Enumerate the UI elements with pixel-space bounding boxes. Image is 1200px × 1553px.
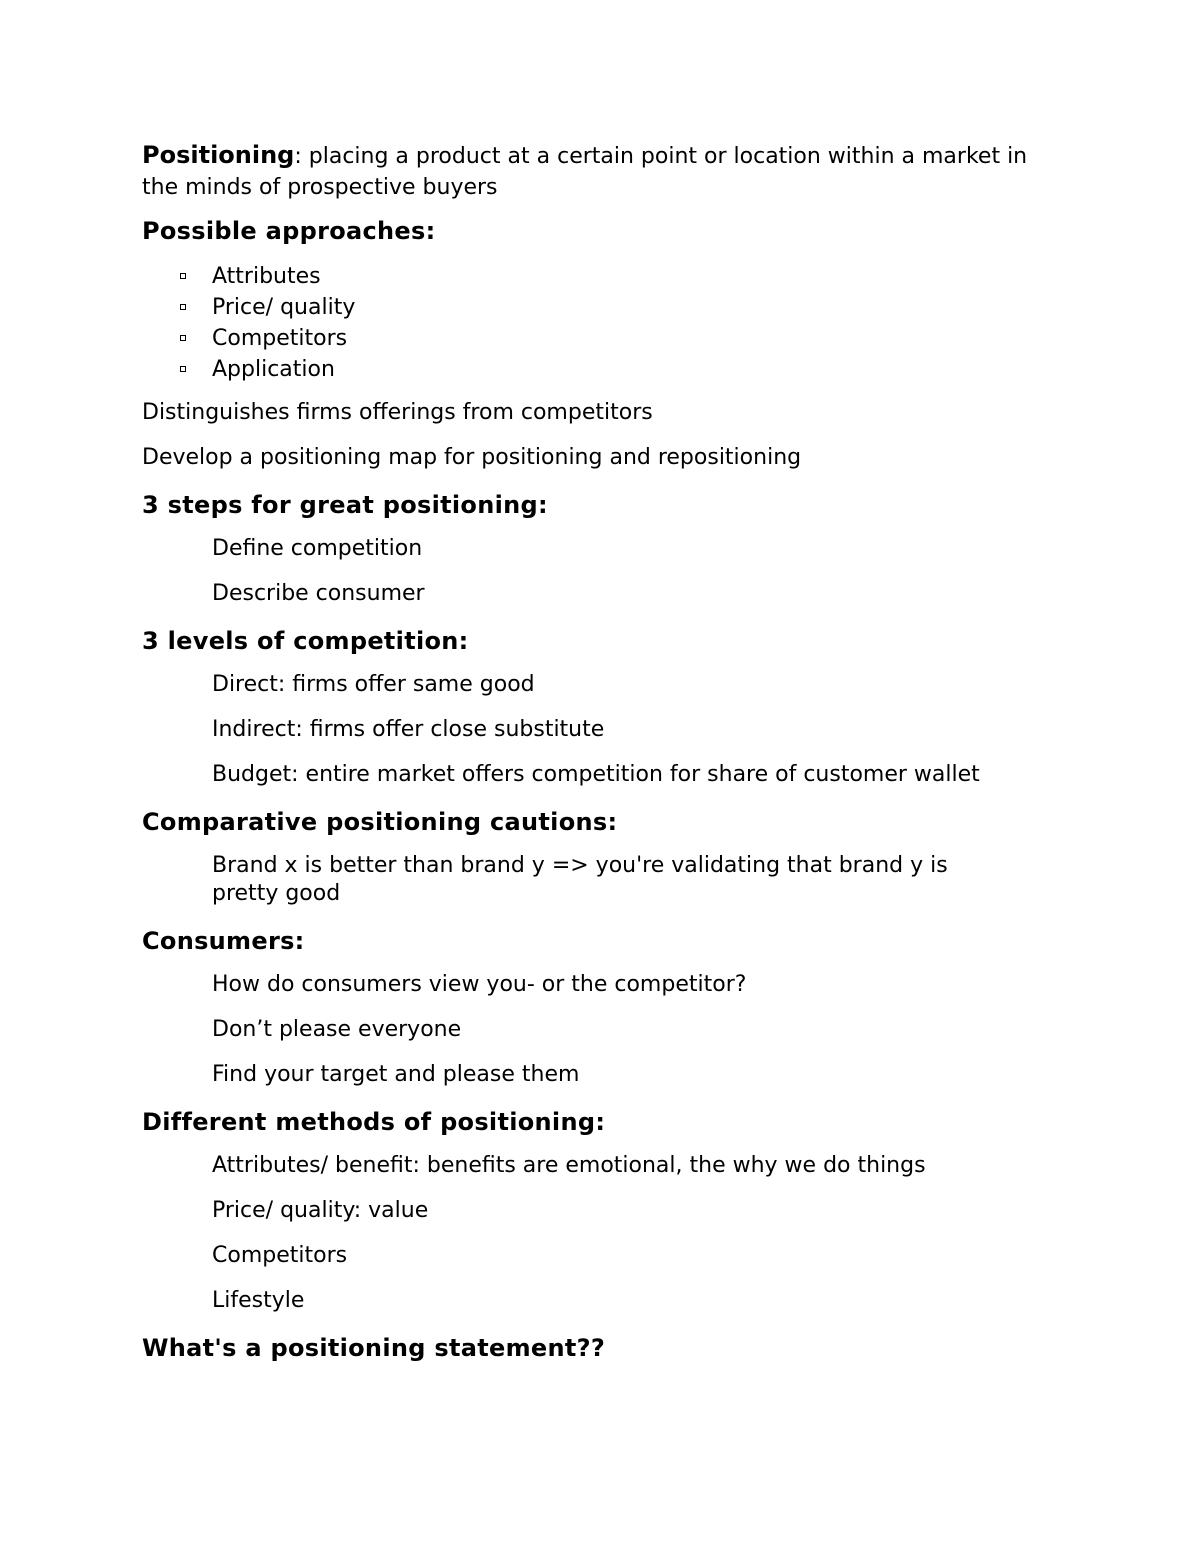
positioning-definition	[142, 140, 1042, 203]
heading-three-steps: 3 steps for great positioning:	[142, 491, 548, 519]
list-item-text: Application	[212, 357, 335, 382]
indented-item: Indirect: firms offer close substitute	[212, 717, 605, 742]
indented-item: Attributes/ benefit: benefits are emotional, the why we do things	[212, 1153, 926, 1178]
approaches-list	[142, 261, 1042, 385]
indented-item: Budget: entire market offers competition for share of customer wallet	[212, 762, 980, 787]
list-item	[142, 354, 1042, 385]
list-item	[142, 261, 1042, 292]
indented-item: Lifestyle	[212, 1288, 305, 1313]
document-page	[142, 140, 1042, 1378]
heading-positioning-statement: What's a positioning statement??	[142, 1334, 606, 1362]
square-bullet-icon	[180, 304, 186, 310]
indented-item: How do consumers view you- or the competitor?	[212, 972, 747, 997]
heading-positioning-methods: Different methods of positioning:	[142, 1108, 606, 1136]
square-bullet-icon	[180, 335, 186, 341]
list-item-text: Attributes	[212, 264, 321, 289]
indented-item: Price/ quality: value	[212, 1198, 429, 1223]
heading-comparative-cautions: Comparative positioning cautions:	[142, 808, 618, 836]
list-item-text: Price/ quality	[212, 295, 356, 320]
indented-item: Define competition	[212, 536, 423, 561]
square-bullet-icon	[180, 366, 186, 372]
heading-consumers: Consumers:	[142, 927, 305, 955]
indented-item: Competitors	[212, 1243, 348, 1268]
indented-item: Find your target and please them	[212, 1062, 580, 1087]
paragraph: Distinguishes firms offerings from competitors	[142, 400, 653, 425]
indented-item: Describe consumer	[212, 581, 425, 606]
indented-item: Don’t please everyone	[212, 1017, 462, 1042]
positioning-term: Positioning	[142, 141, 295, 169]
heading-possible-approaches: Possible approaches:	[142, 217, 436, 245]
paragraph: Develop a positioning map for positioning and repositioning	[142, 445, 802, 470]
positioning-definition-text: : placing a product at a certain point or location within a market in the minds of prospective buyers	[142, 144, 1028, 200]
indented-item: Brand x is better than brand y => you're validating that brand y is pretty good	[212, 853, 948, 906]
list-item	[142, 323, 1042, 354]
list-item-text: Competitors	[212, 326, 348, 351]
list-item	[142, 292, 1042, 323]
square-bullet-icon	[180, 273, 186, 279]
indented-item: Direct: firms offer same good	[212, 672, 535, 697]
heading-competition-levels: 3 levels of competition:	[142, 627, 469, 655]
